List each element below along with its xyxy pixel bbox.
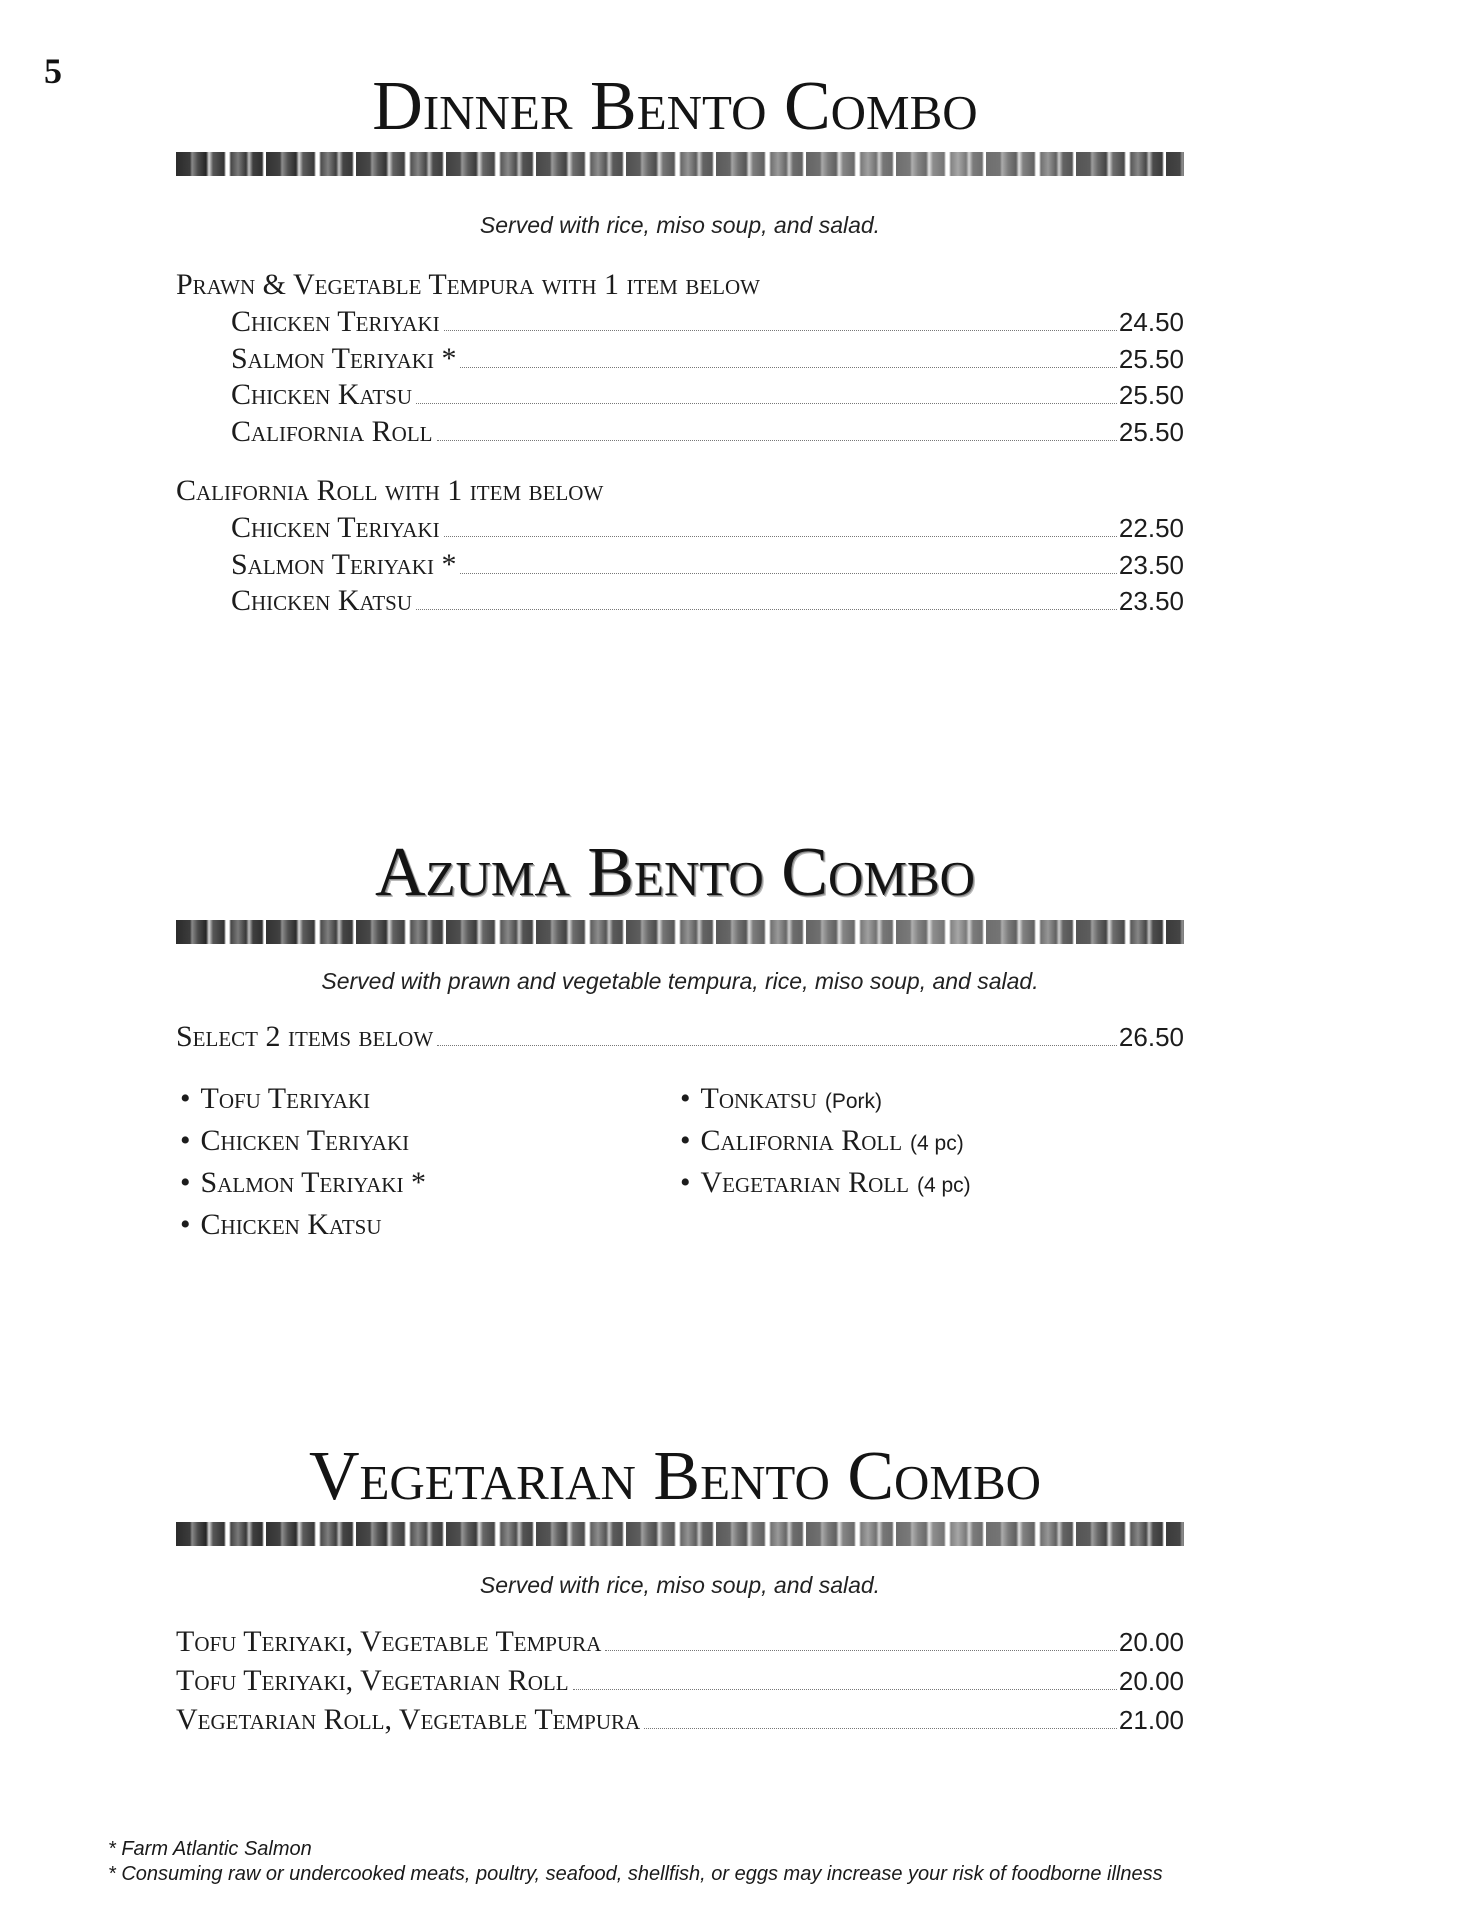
menu-item bbox=[231, 511, 1184, 545]
dot-leader bbox=[416, 403, 1117, 404]
item-name: Chicken Katsu bbox=[231, 584, 413, 617]
azuma-title: Azuma Bento Combo bbox=[375, 834, 975, 911]
option-note: (4 pc) bbox=[916, 1174, 971, 1197]
menu-item bbox=[231, 584, 1184, 618]
azuma-options-left bbox=[180, 1082, 426, 1250]
azuma-divider bbox=[176, 920, 1184, 944]
dinner-divider bbox=[176, 152, 1184, 176]
item-name: Tofu Teriyaki, Vegetarian Roll bbox=[176, 1664, 569, 1697]
option-name: Chicken Katsu bbox=[200, 1208, 382, 1241]
item-price: 25.50 bbox=[1118, 380, 1184, 410]
menu-item bbox=[176, 1664, 1184, 1698]
dot-leader bbox=[644, 1728, 1117, 1729]
menu-item bbox=[176, 1625, 1184, 1659]
option-note: (Pork) bbox=[824, 1090, 883, 1113]
list-item: • Vegetarian Roll (4 pc) bbox=[680, 1166, 971, 1199]
item-name: Chicken Katsu bbox=[231, 378, 413, 411]
dot-leader bbox=[444, 536, 1117, 537]
vegetarian-served-note: Served with rice, miso soup, and salad. bbox=[479, 1572, 881, 1598]
dot-leader bbox=[605, 1650, 1117, 1651]
page-number: 5 bbox=[44, 51, 62, 91]
item-price: 26.50 bbox=[1118, 1022, 1184, 1052]
vegetarian-title: Vegetarian Bento Combo bbox=[308, 1438, 1042, 1515]
dot-leader bbox=[460, 367, 1116, 368]
azuma-options-right bbox=[680, 1082, 971, 1208]
dot-leader bbox=[437, 1045, 1117, 1046]
item-price: 23.50 bbox=[1118, 550, 1184, 580]
list-item: • Chicken Katsu bbox=[180, 1208, 382, 1241]
option-name: California Roll bbox=[700, 1124, 903, 1157]
item-name: Select 2 items below bbox=[176, 1020, 434, 1053]
list-item: • Tonkatsu (Pork) bbox=[680, 1082, 883, 1115]
menu-item bbox=[231, 378, 1184, 412]
item-price: 20.00 bbox=[1118, 1627, 1184, 1657]
list-item: • Chicken Teriyaki bbox=[180, 1124, 410, 1157]
option-name: Tofu Teriyaki bbox=[200, 1082, 371, 1115]
dinner-group-2-heading: California Roll with 1 item below bbox=[176, 474, 604, 507]
item-name: Tofu Teriyaki, Vegetable Tempura bbox=[176, 1625, 602, 1658]
azuma-served-note: Served with prawn and vegetable tempura, rice, miso soup, and salad. bbox=[321, 968, 1039, 994]
item-price: 21.00 bbox=[1118, 1705, 1184, 1735]
dot-leader bbox=[444, 330, 1117, 331]
menu-item bbox=[231, 305, 1184, 339]
list-item: • Tofu Teriyaki bbox=[180, 1082, 371, 1115]
item-price: 25.50 bbox=[1118, 417, 1184, 447]
dot-leader bbox=[416, 609, 1117, 610]
dinner-group-1-heading: Prawn & Vegetable Tempura with 1 item below bbox=[176, 268, 760, 301]
option-name: Salmon Teriyaki * bbox=[200, 1166, 426, 1199]
dinner-title: Dinner Bento Combo bbox=[372, 68, 978, 145]
item-name: California Roll bbox=[231, 415, 433, 448]
menu-item bbox=[231, 342, 1184, 376]
list-item: • California Roll (4 pc) bbox=[680, 1124, 964, 1157]
dinner-served-note: Served with rice, miso soup, and salad. bbox=[479, 212, 881, 238]
item-price: 24.50 bbox=[1118, 307, 1184, 337]
azuma-select-row bbox=[176, 1020, 1184, 1054]
item-name: Chicken Teriyaki bbox=[231, 305, 440, 338]
item-name: Salmon Teriyaki * bbox=[231, 548, 457, 581]
vegetarian-divider bbox=[176, 1522, 1184, 1546]
item-name: Salmon Teriyaki * bbox=[231, 342, 457, 375]
item-name: Vegetarian Roll, Vegetable Tempura bbox=[176, 1703, 641, 1736]
item-price: 20.00 bbox=[1118, 1666, 1184, 1696]
dot-leader bbox=[573, 1689, 1117, 1690]
item-price: 22.50 bbox=[1118, 513, 1184, 543]
dot-leader bbox=[460, 573, 1116, 574]
footnote-raw-warning: * Consuming raw or undercooked meats, poultry, seafood, shellfish, or eggs may increase your risk of foodborne illness bbox=[108, 1863, 1163, 1885]
option-note: (4 pc) bbox=[910, 1132, 964, 1155]
list-item: • Salmon Teriyaki * bbox=[180, 1166, 426, 1199]
option-name: Tonkatsu bbox=[700, 1082, 817, 1115]
menu-item bbox=[176, 1703, 1184, 1737]
option-name: Vegetarian Roll bbox=[700, 1166, 909, 1199]
item-price: 25.50 bbox=[1118, 344, 1184, 374]
item-name: Chicken Teriyaki bbox=[231, 511, 440, 544]
menu-item bbox=[231, 415, 1184, 449]
option-name: Chicken Teriyaki bbox=[200, 1124, 410, 1157]
footnote-salmon: * Farm Atlantic Salmon bbox=[108, 1838, 312, 1860]
dot-leader bbox=[437, 440, 1117, 441]
item-price: 23.50 bbox=[1118, 586, 1184, 616]
menu-item bbox=[231, 548, 1184, 582]
